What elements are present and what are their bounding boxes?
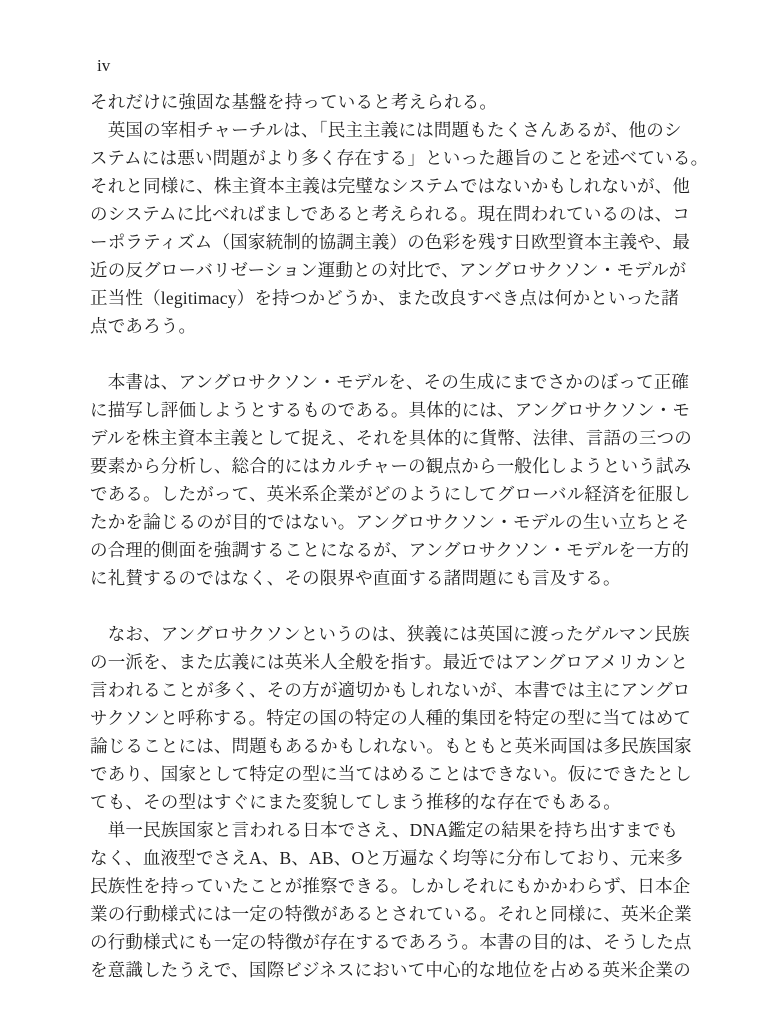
text-line: デルを株主資本主義として捉え、それを具体的に貨幣、法律、言語の三つの (90, 428, 692, 448)
text-line: であり、国家として特定の型に当てはめることはできない。仮にできたとし (90, 764, 692, 784)
text-line: 英国の宰相チャーチルは、「民主主義には問題もたくさんあるが、他のシ (90, 120, 682, 140)
text-line: のシステムに比べればましであると考えられる。現在問われているのは、コ (90, 204, 691, 224)
text-line: の行動様式にも一定の特徴が存在するであろう。本書の目的は、そうした点 (90, 932, 692, 952)
paragraph (90, 368, 692, 592)
text-line: 言われることが多く、その方が適切かもしれないが、本書では主にアングロ (90, 680, 691, 700)
text-line: 正当性（legitimacy）を持つかどうか、また改良すべき点は何かといった諸 (90, 288, 679, 308)
text-line: ても、その型はすぐにまた変貌してしまう推移的な存在でもある。 (90, 792, 621, 812)
text-line: ステムには悪い問題がより多く存在する」といった趣旨のことを述べている。 (90, 148, 709, 168)
text-line: 単一民族国家と言われる日本でさえ、DNA鑑定の結果を持ち出すまでも (90, 820, 679, 840)
text-line: 民族性を持っていたことが推察できる。しかしそれにもかかわらず、日本企 (90, 876, 691, 896)
block-terminology (90, 620, 692, 984)
text-line: それと同様に、株主資本主義は完璧なシステムではないかもしれないが、他 (90, 176, 691, 196)
text-line: である。したがって、英米系企業がどのようにしてグローバル経済を征服し (90, 484, 691, 504)
text-line: 論じることには、問題もあるかもしれない。もともと英米両国は多民族国家 (90, 736, 692, 756)
text-line: サクソンと呼称する。特定の国の特定の人種的集団を特定の型に当てはめて (90, 708, 692, 728)
text-line: たかを論じるのが目的ではない。アングロサクソン・モデルの生い立ちとそ (90, 512, 690, 532)
text-line: 業の行動様式には一定の特徴があるとされている。それと同様に、英米企業 (90, 904, 692, 924)
block-intro (90, 88, 709, 340)
text-line: を意識したうえで、国際ビジネスにおいて中心的な地位を占める英米企業の (90, 960, 691, 980)
text-line: に描写し評価しようとするものである。具体的には、アングロサクソン・モ (90, 400, 691, 420)
paragraph (90, 620, 692, 816)
text-line: の合理的側面を強調することになるが、アングロサクソン・モデルを一方的 (90, 540, 690, 560)
page-number: iv (97, 56, 111, 75)
paragraph (90, 816, 692, 984)
block-purpose (90, 368, 692, 592)
text-line: 点であろう。 (90, 316, 197, 336)
text-line: なお、アングロサクソンというのは、狭義には英国に渡ったゲルマン民族 (90, 624, 690, 644)
body-text (90, 88, 709, 984)
text-line: の一派を、また広義には英米人全般を指す。最近ではアングロアメリカンと (90, 652, 689, 672)
paragraph (90, 116, 709, 340)
paragraph (90, 88, 670, 116)
text-line: 本書は、アングロサクソン・モデルを、その生成にまでさかのぼって正確 (90, 372, 690, 392)
text-line: 近の反グローバリゼーション運動との対比で、アングロサクソン・モデルが (90, 260, 687, 280)
text-line: それだけに強固な基盤を持っていると考えられる。 (90, 92, 498, 112)
text-line: 要素から分析し、総合的にはカルチャーの観点から一般化しようという試み (90, 456, 692, 476)
text-line: に礼賛するのではなく、その限界や直面する諸問題にも言及する。 (90, 568, 621, 588)
text-line: なく、血液型でさえA、B、AB、Oと万遍なく均等に分布しており、元来多 (90, 848, 683, 868)
text-line: ーポラティズム（国家統制的協調主義）の色彩を残す日欧型資本主義や、最 (90, 232, 691, 252)
